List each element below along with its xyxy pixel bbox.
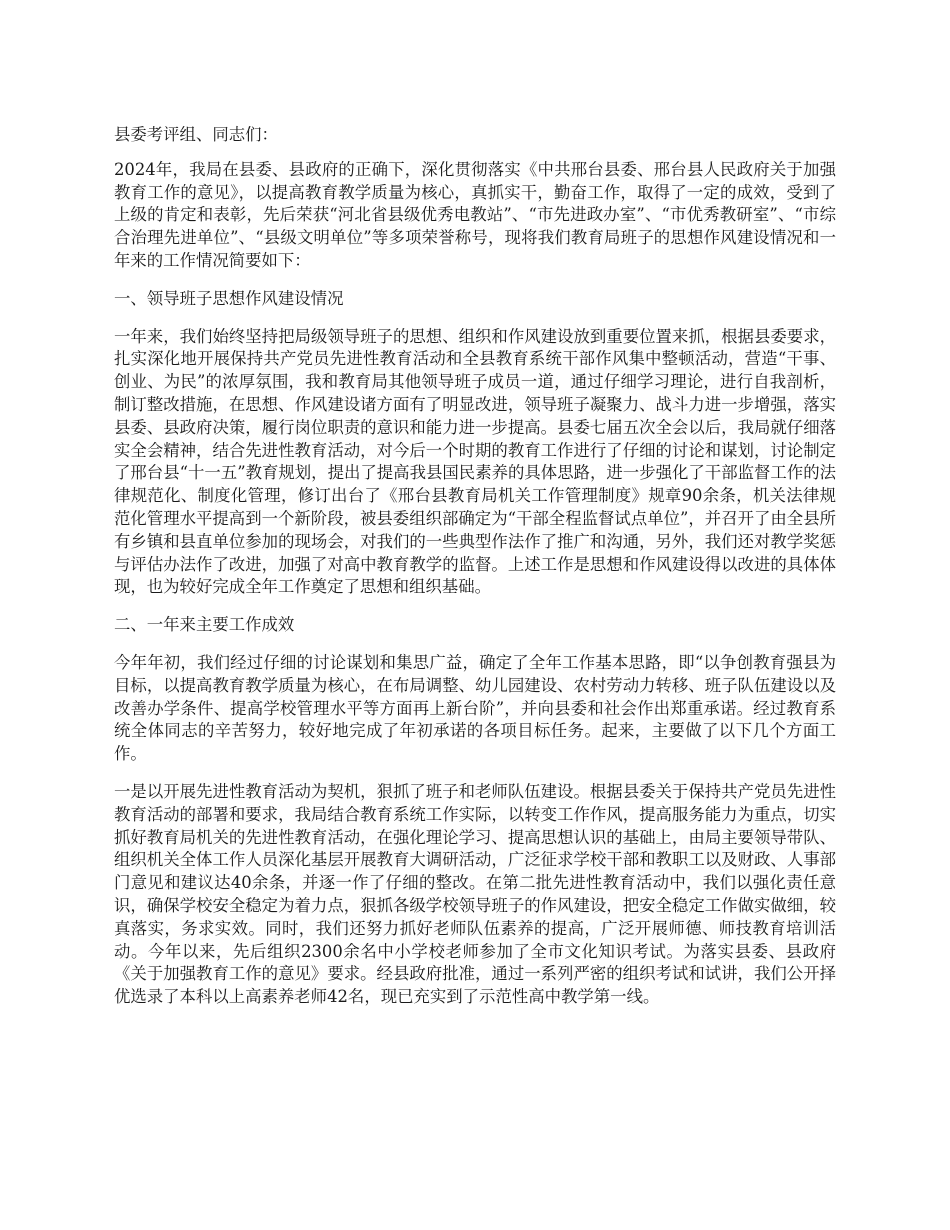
section-body-achievements: 今年年初，我们经过仔细的讨论谋划和集思广益，确定了全年工作基本思路，即“以争创教育强县为目标，以提高教育教学质量为核心，在布局调整、幼儿园建设、农村劳动力转移、班子队伍建设以及改善办学条件、提高学校管理水平等方面再上新台阶”，并向县委和社会作出郑重承诺。经过教育系统全体同志的辛苦努力，较好地完成了年初承诺的各项目标任务。起来，主要做了以下几个方面工作。 (114, 652, 836, 764)
document-body (114, 124, 836, 1024)
intro-paragraph: 2024年，我局在县委、县政府的正确下，深化贯彻落实《中共邢台县委、邢台县人民政府关于加强教育工作的意见》，以提高教育教学质量为核心，真抓实干，勤奋工作，取得了一定的成效，受到了上级的肯定和表彰，先后荣获“河北省县级优秀电教站”、“市先进政办室”、“市优秀教研室”、“市综合治理先进单位”、“县级文明单位”等多项荣誉称号，现将我们教育局班子的思想作风建设情况和一年来的工作情况简要如下： (114, 159, 836, 270)
section-body-leadership: 一年来，我们始终坚持把局级领导班子的思想、组织和作风建设放到重要位置来抓，根据县委要求，扎实深化地开展保持共产党员先进性教育活动和全县教育系统干部作风集中整顿活动，营造“干事、创业、为民”的浓厚氛围，我和教育局其他领导班子成员一道，通过仔细学习理论，进行自我剖析，制订整改措施，在思想、作风建设诸方面有了明显改进，领导班子凝聚力、战斗力进一步增强，落实县委、县政府决策，履行岗位职责的意识和能力进一步提高。县委七届五次全会以后，我局就仔细落实全会精神，结合先进性教育活动，对今后一个时期的教育工作进行了仔细的讨论和谋划，讨论制定了邢台县“十一五”教育规划，提出了提高我县国民素养的具体思路，进一步强化了干部监督工作的法律规范化、制度化管理，修订出台了《邢台县教育局机关工作管理制度》规章90余条，机关法律规范化管理水平提高到一个新阶段，被县委组织部确定为“干部全程监督试点单位”，并召开了由全县所有乡镇和县直单位参加的现场会，对我们的一些典型作法作了推广和沟通，另外，我们还对教学奖惩与评估办法作了改进，加强了对高中教育教学的监督。上述工作是思想和作风建设得以改进的具体体现，也为较好完成全年工作奠定了思想和组织基础。 (114, 326, 836, 597)
section-heading-leadership: 一、领导班子思想作风建设情况 (114, 288, 344, 308)
section-heading-achievements: 二、一年来主要工作成效 (114, 615, 295, 635)
salutation: 县委考评组、同志们： (114, 125, 278, 144)
item-paragraph-team-building: 一是以开展先进性教育活动为契机，狠抓了班子和老师队伍建设。根据县委关于保持共产党员先进性教育活动的部署和要求，我局结合教育系统工作实际，以转变工作作风，提高服务能力为重点，切实抓好教育局机关的先进性教育活动，在强化理论学习、提高思想认识的基础上，由局主要领导带队、组织机关全体工作人员深化基层开展教育大调研活动，广泛征求学校干部和教职工以及财政、人事部门意见和建议达40余条，并逐一作了仔细的整改。在第二批先进性教育活动中，我们以强化责任意识，确保学校安全稳定为着力点，狠抓各级学校领导班子的作风建设，把安全稳定工作做实做细，较真落实，务求实效。同时，我们还努力抓好老师队伍素养的提高，广泛开展师德、师技教育培训活动。今年以来，先后组织2300余名中小学校老师参加了全市文化知识考试。为落实县委、县政府《关于加强教育工作的意见》要求。经县政府批准，通过一系列严密的组织考试和试讲，我们公开择优选录了本科以上高素养老师42名，现已充实到了示范性高中教学第一线。 (114, 781, 836, 1007)
